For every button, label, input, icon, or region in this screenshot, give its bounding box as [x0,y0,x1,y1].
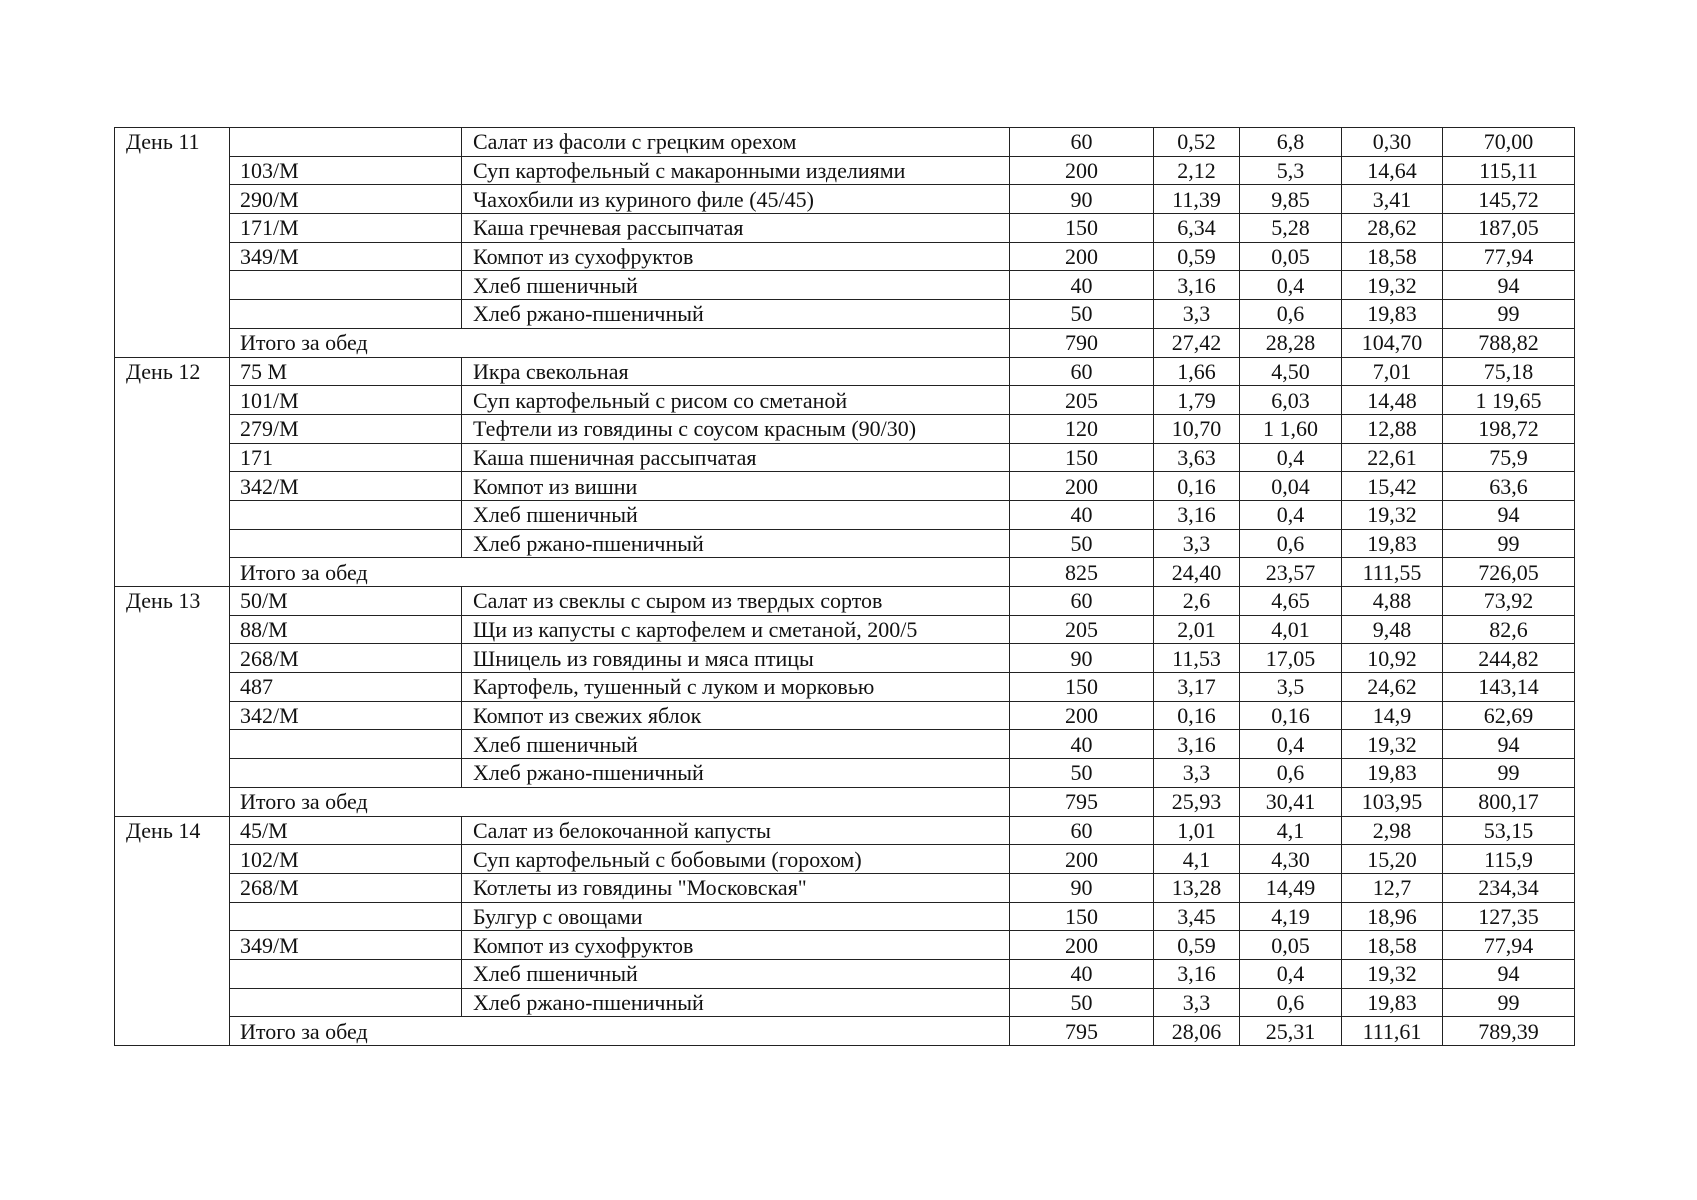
table-row [115,988,1575,1017]
total-row [115,787,1575,816]
dish-name-cell: Салат из белокочанной капусты [462,816,1010,845]
proteins-cell: 4,1 [1154,845,1240,874]
table-row [115,357,1575,386]
fats-cell: 3,5 [1240,673,1342,702]
proteins-cell: 3,16 [1154,500,1240,529]
total-fats-cell: 30,41 [1240,787,1342,816]
kcal-cell: 99 [1443,300,1575,329]
portion-cell: 205 [1010,615,1154,644]
proteins-cell: 1,66 [1154,357,1240,386]
carbs-cell: 12,7 [1342,873,1443,902]
fats-cell: 0,16 [1240,701,1342,730]
fats-cell: 0,4 [1240,959,1342,988]
kcal-cell: 73,92 [1443,587,1575,616]
table-row [115,615,1575,644]
carbs-cell: 19,32 [1342,500,1443,529]
portion-cell: 150 [1010,902,1154,931]
proteins-cell: 3,16 [1154,730,1240,759]
table-row [115,214,1575,243]
fats-cell: 4,30 [1240,845,1342,874]
dish-name-cell: Хлеб пшеничный [462,500,1010,529]
table-row [115,845,1575,874]
table-row [115,386,1575,415]
dish-name-cell: Салат из свеклы с сыром из твердых сортов [462,587,1010,616]
fats-cell: 0,04 [1240,472,1342,501]
dish-name-cell: Булгур с овощами [462,902,1010,931]
recipe-code-cell [230,988,462,1017]
total-kcal-cell: 726,05 [1443,558,1575,587]
fats-cell: 0,4 [1240,500,1342,529]
recipe-code-cell [230,529,462,558]
recipe-code-cell: 268/М [230,873,462,902]
recipe-code-cell: 171 [230,443,462,472]
portion-cell: 60 [1010,587,1154,616]
dish-name-cell: Хлеб пшеничный [462,959,1010,988]
dish-name-cell: Котлеты из говядины "Московская" [462,873,1010,902]
table-row [115,959,1575,988]
recipe-code-cell [230,959,462,988]
kcal-cell: 127,35 [1443,902,1575,931]
kcal-cell: 1 19,65 [1443,386,1575,415]
dish-name-cell: Хлеб ржано-пшеничный [462,300,1010,329]
recipe-code-cell: 101/М [230,386,462,415]
dish-name-cell: Хлеб пшеничный [462,271,1010,300]
dish-name-cell: Компот из свежих яблок [462,701,1010,730]
total-proteins-cell: 25,93 [1154,787,1240,816]
carbs-cell: 14,9 [1342,701,1443,730]
fats-cell: 0,6 [1240,529,1342,558]
dish-name-cell: Шницель из говядины и мяса птицы [462,644,1010,673]
fats-cell: 5,28 [1240,214,1342,243]
fats-cell: 4,19 [1240,902,1342,931]
portion-cell: 205 [1010,386,1154,415]
dish-name-cell: Чахохбили из куриного филе (45/45) [462,185,1010,214]
carbs-cell: 10,92 [1342,644,1443,673]
proteins-cell: 3,3 [1154,988,1240,1017]
proteins-cell: 3,3 [1154,759,1240,788]
carbs-cell: 18,96 [1342,902,1443,931]
dish-name-cell: Тефтели из говядины с соусом красным (90/30) [462,414,1010,443]
recipe-code-cell: 349/М [230,242,462,271]
carbs-cell: 19,32 [1342,730,1443,759]
proteins-cell: 3,63 [1154,443,1240,472]
fats-cell: 6,8 [1240,128,1342,157]
fats-cell: 0,4 [1240,271,1342,300]
proteins-cell: 3,3 [1154,529,1240,558]
kcal-cell: 82,6 [1443,615,1575,644]
recipe-code-cell [230,500,462,529]
fats-cell: 6,03 [1240,386,1342,415]
portion-cell: 90 [1010,644,1154,673]
carbs-cell: 7,01 [1342,357,1443,386]
kcal-cell: 99 [1443,759,1575,788]
proteins-cell: 0,52 [1154,128,1240,157]
kcal-cell: 75,18 [1443,357,1575,386]
total-portion-cell: 790 [1010,328,1154,357]
dish-name-cell: Компот из вишни [462,472,1010,501]
fats-cell: 0,05 [1240,242,1342,271]
carbs-cell: 2,98 [1342,816,1443,845]
table-row [115,500,1575,529]
portion-cell: 60 [1010,128,1154,157]
carbs-cell: 19,83 [1342,988,1443,1017]
table-row [115,242,1575,271]
total-label: Итого за обед [230,787,1010,816]
proteins-cell: 1,01 [1154,816,1240,845]
recipe-code-cell: 103/М [230,156,462,185]
dish-name-cell: Каша пшеничная рассыпчатая [462,443,1010,472]
dish-name-cell: Каша гречневая рассыпчатая [462,214,1010,243]
dish-name-cell: Суп картофельный с бобовыми (горохом) [462,845,1010,874]
proteins-cell: 3,17 [1154,673,1240,702]
kcal-cell: 62,69 [1443,701,1575,730]
total-row [115,558,1575,587]
recipe-code-cell: 171/М [230,214,462,243]
kcal-cell: 53,15 [1443,816,1575,845]
carbs-cell: 19,32 [1342,959,1443,988]
recipe-code-cell [230,128,462,157]
dish-name-cell: Салат из фасоли с грецким орехом [462,128,1010,157]
proteins-cell: 1,79 [1154,386,1240,415]
portion-cell: 50 [1010,759,1154,788]
fats-cell: 4,65 [1240,587,1342,616]
dish-name-cell: Суп картофельный с рисом со сметаной [462,386,1010,415]
carbs-cell: 22,61 [1342,443,1443,472]
table-row [115,300,1575,329]
proteins-cell: 0,59 [1154,931,1240,960]
recipe-code-cell [230,902,462,931]
proteins-cell: 11,53 [1154,644,1240,673]
total-carbs-cell: 104,70 [1342,328,1443,357]
total-portion-cell: 795 [1010,1017,1154,1046]
dish-name-cell: Икра свекольная [462,357,1010,386]
table-row [115,673,1575,702]
kcal-cell: 99 [1443,988,1575,1017]
recipe-code-cell: 342/М [230,472,462,501]
kcal-cell: 63,6 [1443,472,1575,501]
kcal-cell: 94 [1443,730,1575,759]
total-kcal-cell: 789,39 [1443,1017,1575,1046]
kcal-cell: 94 [1443,500,1575,529]
dish-name-cell: Суп картофельный с макаронными изделиями [462,156,1010,185]
proteins-cell: 6,34 [1154,214,1240,243]
recipe-code-cell: 487 [230,673,462,702]
kcal-cell: 198,72 [1443,414,1575,443]
proteins-cell: 2,6 [1154,587,1240,616]
table-row [115,759,1575,788]
total-proteins-cell: 28,06 [1154,1017,1240,1046]
kcal-cell: 143,14 [1443,673,1575,702]
kcal-cell: 115,11 [1443,156,1575,185]
total-fats-cell: 28,28 [1240,328,1342,357]
portion-cell: 150 [1010,443,1154,472]
total-fats-cell: 23,57 [1240,558,1342,587]
recipe-code-cell: 342/М [230,701,462,730]
table-row [115,730,1575,759]
portion-cell: 200 [1010,845,1154,874]
fats-cell: 0,4 [1240,730,1342,759]
portion-cell: 200 [1010,472,1154,501]
table-row [115,931,1575,960]
proteins-cell: 0,16 [1154,472,1240,501]
total-kcal-cell: 788,82 [1443,328,1575,357]
dish-name-cell: Хлеб ржано-пшеничный [462,988,1010,1017]
dish-name-cell: Хлеб ржано-пшеничный [462,759,1010,788]
carbs-cell: 18,58 [1342,242,1443,271]
carbs-cell: 15,20 [1342,845,1443,874]
carbs-cell: 14,48 [1342,386,1443,415]
total-carbs-cell: 111,55 [1342,558,1443,587]
dish-name-cell: Компот из сухофруктов [462,242,1010,271]
table-row [115,128,1575,157]
proteins-cell: 0,16 [1154,701,1240,730]
fats-cell: 0,05 [1240,931,1342,960]
kcal-cell: 244,82 [1443,644,1575,673]
table-row [115,185,1575,214]
total-carbs-cell: 103,95 [1342,787,1443,816]
portion-cell: 40 [1010,730,1154,759]
total-kcal-cell: 800,17 [1443,787,1575,816]
fats-cell: 9,85 [1240,185,1342,214]
table-row [115,271,1575,300]
carbs-cell: 15,42 [1342,472,1443,501]
recipe-code-cell: 50/М [230,587,462,616]
total-fats-cell: 25,31 [1240,1017,1342,1046]
kcal-cell: 70,00 [1443,128,1575,157]
fats-cell: 4,50 [1240,357,1342,386]
portion-cell: 200 [1010,701,1154,730]
proteins-cell: 2,12 [1154,156,1240,185]
carbs-cell: 14,64 [1342,156,1443,185]
carbs-cell: 18,58 [1342,931,1443,960]
dish-name-cell: Картофель, тушенный с луком и морковью [462,673,1010,702]
portion-cell: 200 [1010,931,1154,960]
total-label: Итого за обед [230,558,1010,587]
carbs-cell: 19,83 [1342,759,1443,788]
portion-cell: 50 [1010,529,1154,558]
fats-cell: 1 1,60 [1240,414,1342,443]
portion-cell: 50 [1010,988,1154,1017]
total-portion-cell: 795 [1010,787,1154,816]
proteins-cell: 3,16 [1154,271,1240,300]
table-row [115,644,1575,673]
fats-cell: 5,3 [1240,156,1342,185]
carbs-cell: 19,83 [1342,300,1443,329]
carbs-cell: 19,83 [1342,529,1443,558]
proteins-cell: 3,3 [1154,300,1240,329]
fats-cell: 14,49 [1240,873,1342,902]
proteins-cell: 0,59 [1154,242,1240,271]
total-label: Итого за обед [230,328,1010,357]
portion-cell: 40 [1010,271,1154,300]
kcal-cell: 99 [1443,529,1575,558]
table-row [115,443,1575,472]
kcal-cell: 75,9 [1443,443,1575,472]
portion-cell: 120 [1010,414,1154,443]
recipe-code-cell: 290/М [230,185,462,214]
kcal-cell: 145,72 [1443,185,1575,214]
menu-table [114,127,1575,1046]
fats-cell: 17,05 [1240,644,1342,673]
fats-cell: 0,6 [1240,988,1342,1017]
fats-cell: 4,01 [1240,615,1342,644]
total-row [115,1017,1575,1046]
portion-cell: 60 [1010,816,1154,845]
total-row [115,328,1575,357]
table-row [115,414,1575,443]
dish-name-cell: Хлеб пшеничный [462,730,1010,759]
kcal-cell: 115,9 [1443,845,1575,874]
table-row [115,472,1575,501]
recipe-code-cell [230,300,462,329]
proteins-cell: 13,28 [1154,873,1240,902]
fats-cell: 0,6 [1240,300,1342,329]
carbs-cell: 28,62 [1342,214,1443,243]
portion-cell: 150 [1010,214,1154,243]
kcal-cell: 234,34 [1443,873,1575,902]
recipe-code-cell [230,759,462,788]
portion-cell: 40 [1010,500,1154,529]
table-row [115,701,1575,730]
proteins-cell: 2,01 [1154,615,1240,644]
recipe-code-cell: 102/М [230,845,462,874]
kcal-cell: 187,05 [1443,214,1575,243]
kcal-cell: 94 [1443,959,1575,988]
kcal-cell: 77,94 [1443,931,1575,960]
dish-name-cell: Компот из сухофруктов [462,931,1010,960]
total-carbs-cell: 111,61 [1342,1017,1443,1046]
carbs-cell: 4,88 [1342,587,1443,616]
portion-cell: 200 [1010,242,1154,271]
day-label: День 11 [115,128,230,358]
carbs-cell: 12,88 [1342,414,1443,443]
proteins-cell: 11,39 [1154,185,1240,214]
kcal-cell: 94 [1443,271,1575,300]
day-label: День 13 [115,587,230,817]
portion-cell: 150 [1010,673,1154,702]
total-proteins-cell: 27,42 [1154,328,1240,357]
recipe-code-cell: 349/М [230,931,462,960]
table-row [115,902,1575,931]
portion-cell: 200 [1010,156,1154,185]
carbs-cell: 9,48 [1342,615,1443,644]
total-label: Итого за обед [230,1017,1010,1046]
proteins-cell: 10,70 [1154,414,1240,443]
carbs-cell: 19,32 [1342,271,1443,300]
recipe-code-cell: 88/М [230,615,462,644]
table-row [115,529,1575,558]
total-portion-cell: 825 [1010,558,1154,587]
table-row [115,816,1575,845]
dish-name-cell: Хлеб ржано-пшеничный [462,529,1010,558]
fats-cell: 0,6 [1240,759,1342,788]
carbs-cell: 0,30 [1342,128,1443,157]
menu-table-body [115,128,1575,1046]
table-row [115,156,1575,185]
table-row [115,587,1575,616]
recipe-code-cell: 45/М [230,816,462,845]
portion-cell: 90 [1010,185,1154,214]
recipe-code-cell: 268/М [230,644,462,673]
total-proteins-cell: 24,40 [1154,558,1240,587]
day-label: День 14 [115,816,230,1046]
recipe-code-cell: 279/М [230,414,462,443]
portion-cell: 90 [1010,873,1154,902]
recipe-code-cell [230,271,462,300]
fats-cell: 0,4 [1240,443,1342,472]
recipe-code-cell [230,730,462,759]
portion-cell: 40 [1010,959,1154,988]
portion-cell: 50 [1010,300,1154,329]
portion-cell: 60 [1010,357,1154,386]
proteins-cell: 3,45 [1154,902,1240,931]
fats-cell: 4,1 [1240,816,1342,845]
dish-name-cell: Щи из капусты с картофелем и сметаной, 200/5 [462,615,1010,644]
table-row [115,873,1575,902]
carbs-cell: 24,62 [1342,673,1443,702]
proteins-cell: 3,16 [1154,959,1240,988]
kcal-cell: 77,94 [1443,242,1575,271]
carbs-cell: 3,41 [1342,185,1443,214]
recipe-code-cell: 75 М [230,357,462,386]
day-label: День 12 [115,357,230,587]
